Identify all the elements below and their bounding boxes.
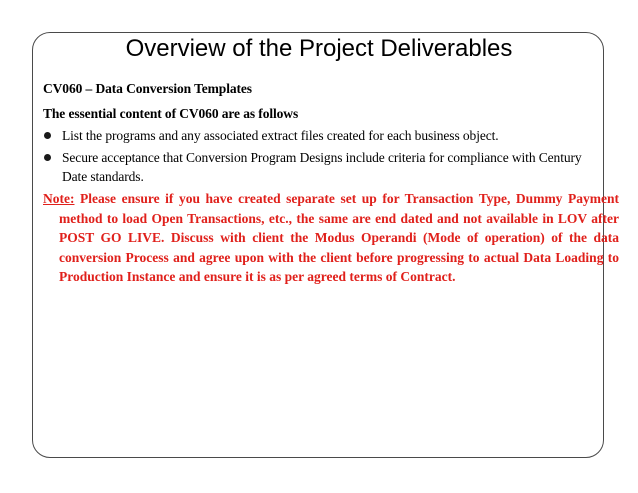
bullet-dot-icon [44, 154, 51, 161]
note-text: Please ensure if you have created separate set up for Transaction Type, Dummy Payment method to load Open Transactions, etc., the same are end dated and not available in LOV after POST GO LIVE. Discuss with client the Modus Operandi (Mode of operation) of the data conversion Process and agree upon with the client before progressing to actual Data Loading to Production Instance and ensure it is as per agreed terms of Contract. [59, 191, 619, 285]
intro-heading: The essential content of CV060 are as follows [43, 106, 299, 121]
list-item [43, 126, 605, 145]
slide-title: Overview of the Project Deliverables [125, 35, 513, 62]
note-paragraph [43, 189, 619, 287]
section-heading: CV060 – Data Conversion Templates [43, 81, 252, 96]
bullet-text: Secure acceptance that Conversion Program Designs include criteria for compliance with Century Date standards. [62, 150, 582, 184]
bullet-text: List the programs and any associated extract files created for each business object. [62, 128, 499, 143]
note-label: Note: [43, 191, 75, 206]
slide-content [43, 78, 619, 287]
bullet-dot-icon [44, 132, 51, 139]
bullet-list [43, 126, 605, 186]
list-item [43, 148, 605, 186]
